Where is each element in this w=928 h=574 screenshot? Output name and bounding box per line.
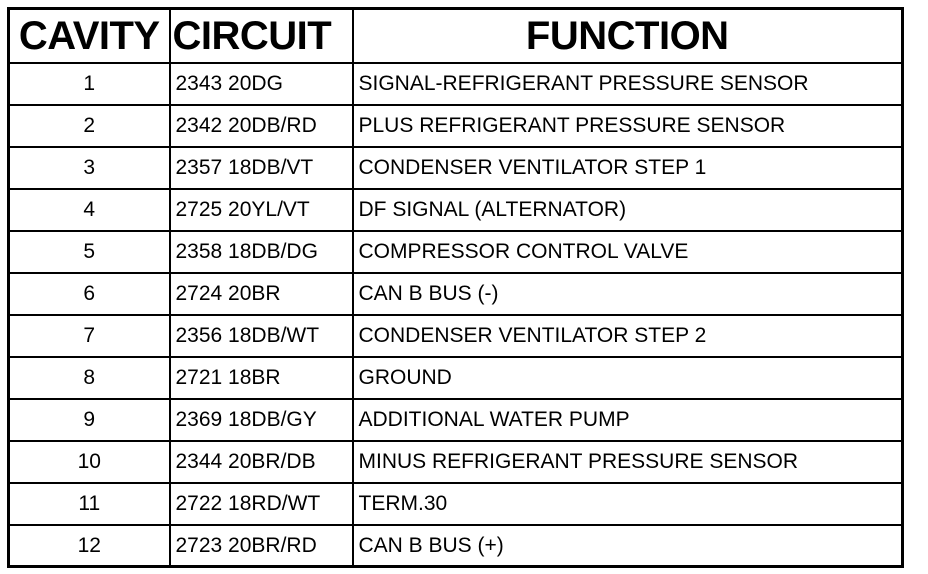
table-row [9, 273, 903, 315]
function-cell: CONDENSER VENTILATOR STEP 1 [353, 147, 903, 189]
cavity-cell: 8 [9, 357, 170, 399]
function-cell: CONDENSER VENTILATOR STEP 2 [353, 315, 903, 357]
cavity-cell: 9 [9, 399, 170, 441]
circuit-cell: 2723 20BR/RD [170, 525, 353, 567]
circuit-cell: 2356 18DB/WT [170, 315, 353, 357]
cavity-cell: 5 [9, 231, 170, 273]
circuit-cell: 2357 18DB/VT [170, 147, 353, 189]
circuit-cell: 2342 20DB/RD [170, 105, 353, 147]
circuit-cell: 2358 18DB/DG [170, 231, 353, 273]
circuit-cell: 2724 20BR [170, 273, 353, 315]
cavity-cell: 3 [9, 147, 170, 189]
table-row [9, 399, 903, 441]
table-header [9, 9, 903, 63]
cavity-cell: 4 [9, 189, 170, 231]
pinout-table [7, 7, 904, 568]
function-cell: COMPRESSOR CONTROL VALVE [353, 231, 903, 273]
table-row [9, 525, 903, 567]
circuit-cell: 2343 20DG [170, 63, 353, 105]
circuit-cell: 2721 18BR [170, 357, 353, 399]
connector-pinout-sheet [7, 7, 901, 567]
function-cell: TERM.30 [353, 483, 903, 525]
function-cell: GROUND [353, 357, 903, 399]
header-row [9, 9, 903, 63]
table-row [9, 357, 903, 399]
function-cell: ADDITIONAL WATER PUMP [353, 399, 903, 441]
circuit-cell: 2344 20BR/DB [170, 441, 353, 483]
table-row [9, 189, 903, 231]
circuit-cell: 2722 18RD/WT [170, 483, 353, 525]
table-row [9, 63, 903, 105]
cavity-cell: 1 [9, 63, 170, 105]
cavity-cell: 6 [9, 273, 170, 315]
table-row [9, 483, 903, 525]
function-cell: CAN B BUS (+) [353, 525, 903, 567]
function-cell: MINUS REFRIGERANT PRESSURE SENSOR [353, 441, 903, 483]
column-header-cavity: CAVITY [9, 9, 170, 63]
table-row [9, 441, 903, 483]
table-row [9, 315, 903, 357]
table-row [9, 105, 903, 147]
function-cell: PLUS REFRIGERANT PRESSURE SENSOR [353, 105, 903, 147]
cavity-cell: 7 [9, 315, 170, 357]
function-cell: CAN B BUS (-) [353, 273, 903, 315]
column-header-circuit: CIRCUIT [170, 9, 353, 63]
column-header-function: FUNCTION [353, 9, 903, 63]
function-cell: SIGNAL-REFRIGERANT PRESSURE SENSOR [353, 63, 903, 105]
cavity-cell: 11 [9, 483, 170, 525]
function-cell: DF SIGNAL (ALTERNATOR) [353, 189, 903, 231]
circuit-cell: 2369 18DB/GY [170, 399, 353, 441]
table-body [9, 63, 903, 567]
table-row [9, 231, 903, 273]
table-row [9, 147, 903, 189]
cavity-cell: 12 [9, 525, 170, 567]
cavity-cell: 10 [9, 441, 170, 483]
circuit-cell: 2725 20YL/VT [170, 189, 353, 231]
cavity-cell: 2 [9, 105, 170, 147]
